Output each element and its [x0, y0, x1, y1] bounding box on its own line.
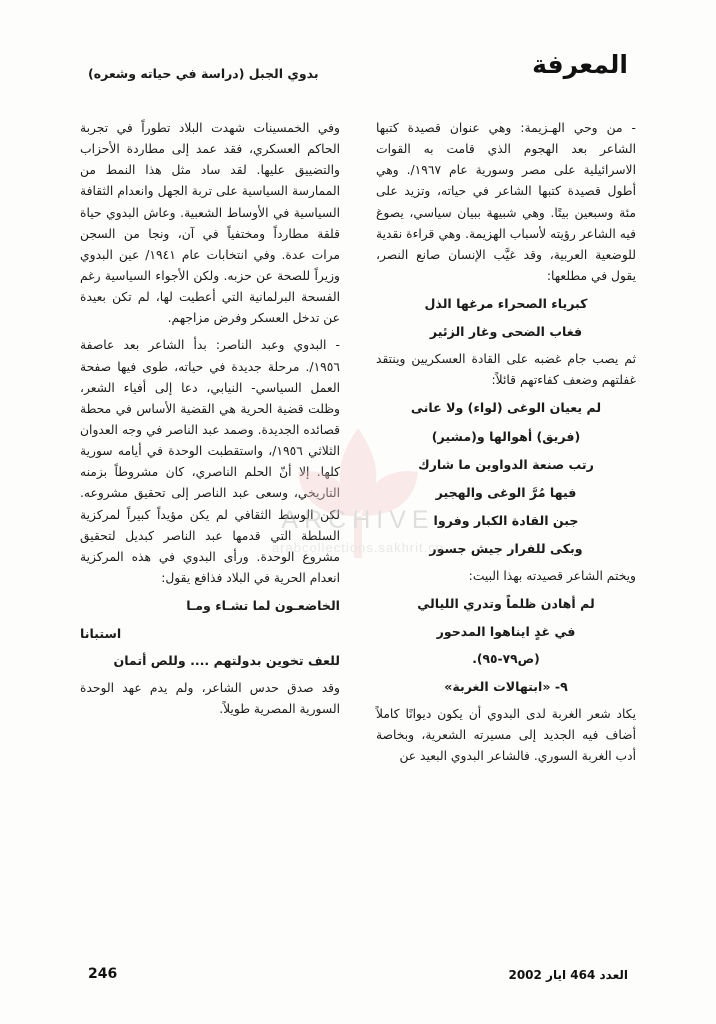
running-title: بدوي الجبل (دراسة في حياته وشعره) [88, 66, 319, 81]
masthead-logo-text: المعرفة [532, 50, 628, 79]
verse-line: رتب صنعة الدواوين ما شارك [418, 456, 594, 472]
column-left [376, 118, 636, 944]
page-reference: (ص٧٩-٩٥). [472, 651, 540, 666]
verse-line: وبكى للفرار جيش جسور [429, 540, 583, 556]
watermark-text: ARCHIVE [281, 506, 435, 534]
verse-line: في غدٍ ايناهوا المدحور [436, 623, 576, 639]
verse-line: فيها مُرَّ الوغى والهجير [435, 484, 577, 500]
verse-line: للعف تخوين بدولتهم .... وللص أتمان [113, 653, 340, 669]
verse-line: جبن القادة الكبار وفروا [433, 512, 579, 528]
paragraph: يكاد شعر الغربة لدى البدوي أن يكون ديوانًا كاملاً أضاف فيه الجديد إلى مسيرته الشعرية، وبخاصة أدب الغربة السوري. فالشاعر البدوي البعيد عن [376, 706, 636, 763]
two-column-body [80, 118, 636, 944]
page-header [88, 50, 628, 98]
page-footer [88, 968, 628, 988]
magazine-masthead [532, 50, 628, 79]
paragraph: وقد صدق حدس الشاعر، ولم يدم عهد الوحدة السورية المصرية طويلاً. [80, 681, 340, 717]
verse-line: كبرياء الصحراء مرغها الذل [424, 296, 588, 312]
verse-line: استبانا [80, 625, 122, 641]
verse-line: فغاب الضحى وغار الزئير [429, 324, 583, 340]
section-heading: ٩- «ابتهالات الغربة» [444, 679, 568, 694]
verse-line: (فريق) أهوالها و(مشير) [431, 428, 581, 444]
verse-line: لم أهادن ظلماً وتدري الليالي [417, 595, 595, 611]
paragraph: ثم يصب جام غضبه على القادة العسكريين وينتقد غفلتهم وضعف كفاءتهم قائلاً: [376, 352, 636, 388]
column-right [80, 118, 340, 944]
page-number: 246 [88, 966, 118, 982]
verse-line: الخاضعـون لما تشـاء ومـا [186, 598, 340, 614]
paragraph: - البدوي وعبد الناصر: بدأ الشاعر بعد عاصفة ١٩٥٦/. مرحلة جديدة في حياته، طوى فيها صفحة العمل السياسي- النيابي، دعا إلى أفياء الشعر، وظلت قضية الحرية هي القضية الأساس في محطة قصائده الجديدة. وصمد عبد الناصر في وجه العدوان الثلاثي ١٩٥٦/، واستقطبت الوحدة في أيامه سورية كلها. إلا أنّ الحلم الناصري، كان مشروطاً بزمنه التاريخي، وسعى عبد الناصر إلى تحقيق مشروعه. لكن الوسط الثقافي لم يكن مؤيداً كبيراً لمركزية السلطة التي قدمها عبد الناصر كبديل لتحقيق مشروع الوحدة. ورأى البدوي في هذه المركزية انعدام الحرية في البلاد فذافع يقول: [80, 338, 340, 585]
paragraph: ويختم الشاعر قصيدته بهذا البيت: [468, 568, 636, 583]
issue-label: العدد 464 ايار 2002 [508, 968, 628, 982]
verse-line: لم يعيان الوغى (لواء) ولا عانى [410, 400, 602, 416]
watermark-subtext: arabcollections.sakhrit.co [272, 540, 444, 555]
paragraph: - من وحي الهـزيمة: وهي عنوان قصيدة كتبها الشاعر بعد الهجوم الذي قامت به القوات الاسرائيلية على مصر وسورية عام ١٩٦٧/. وهي أطول قصيدة كتبها الشاعر في حياته، وتزيد على مئة وسبعين بيتًا. وهي شبيهة ببيان سياسي، يصوغ فيه الشاعر رؤيته لأسباب الهزيمة. وهي قراءة نقدية للوضعية العربية، وقد غيَّب الإنسان صانع النصر، يقول في مطلعها: [376, 121, 636, 283]
paragraph: وفي الخمسينات شهدت البلاد تطوراً في تجربة الحاكم العسكري، فقد عمد إلى مطاردة الأحزاب والتضييق عليها. لقد ساد مثل هذا النمط من الممارسة السياسية على تربة الجهل وانعدام الثقافة السياسية في الأوساط الشعبية. وعاش البدوي حياة قلقة مطارداً ومختفياً في آن، ونجا من السجن مرات عدة. وفي انتخابات عام ١٩٤١/ عين البدوي وزيراً للصحة عن حزبه. ولكن الأجواء السياسية رغم الفسحة البرلمانية التي أعطيت لها، لم تكن بعيدة عن تدخل العسكر وفرض مزاجهم. [80, 121, 341, 326]
